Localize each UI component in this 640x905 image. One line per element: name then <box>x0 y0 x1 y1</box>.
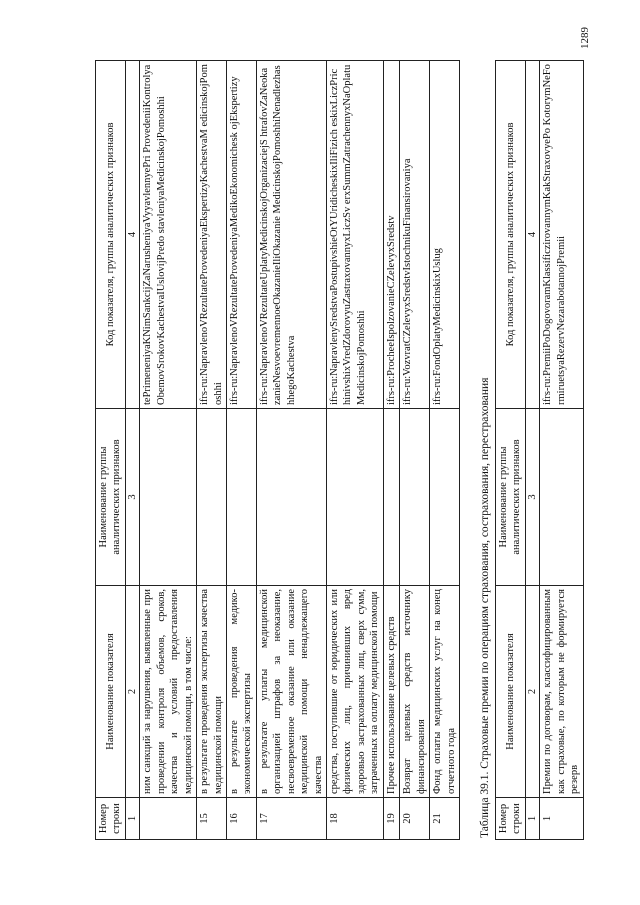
table-row <box>430 61 460 840</box>
row-number: 16 <box>226 798 256 840</box>
column-index: 1 <box>125 798 139 840</box>
column-index-row <box>125 61 139 840</box>
table-row <box>197 61 227 840</box>
indicator-name: Прочее использование целевых средств <box>383 586 399 798</box>
row-number: 17 <box>256 798 326 840</box>
table-row <box>256 61 326 840</box>
group-name <box>226 409 256 586</box>
group-name <box>540 409 583 586</box>
table-header-row <box>496 61 526 840</box>
table-header-row <box>96 61 126 840</box>
header-group-name: Наименование группы аналитических признаков <box>96 409 126 586</box>
indicator-name: ним санкций за нарушения, выявленные при проведении контроля объемов, сроков, качества и условий предоставления медицинской помощи, в том числе: <box>140 586 197 798</box>
indicators-table <box>95 60 460 840</box>
indicator-name: Премии по договорам, классифицированным как страховые, по которым не формируется резерв <box>540 586 583 798</box>
indicator-name: Возврат целевых средств источнику финансирования <box>400 586 430 798</box>
indicator-code: ifrs-ru:NapravlenoVRezultateProvedeniyaEkspertizyKachestvaM edicinskojPomoshhi <box>197 61 227 409</box>
group-name <box>400 409 430 586</box>
row-number: 19 <box>383 798 399 840</box>
indicator-code: tePrimeneniyaKNimSankcijZaNarusheniyaVyyavlennyePri ProvedeniiKontrolyaObemovSrokovKachestvaIUslovijPredo stavleniyaMedicinskojPomoshhi <box>140 61 197 409</box>
column-index: 4 <box>125 61 139 409</box>
row-number <box>140 798 197 840</box>
column-index: 4 <box>525 61 539 409</box>
indicator-name: в результате проведения экспертизы качества медицинской помощи <box>197 586 227 798</box>
table-row <box>400 61 430 840</box>
table-caption: Таблица 39.1. Страховые премии по операциям страхования, сострахования, перестрахования <box>479 377 491 838</box>
column-index: 3 <box>125 409 139 586</box>
column-index: 2 <box>125 586 139 798</box>
header-indicator-name: Наименование показателя <box>496 586 526 798</box>
header-indicator-name: Наименование показателя <box>96 586 126 798</box>
indicator-code: ifrs-ru:NapravlenoVRezultateUplatyMedicinskojOrganizaciejS htrafovZaNeokazanieNesvoevremennoeOkazanieIliOkazanie MedicinskojPomoshhiNenadlezhashhegoKachestva <box>256 61 326 409</box>
table-row <box>327 61 384 840</box>
indicator-code: ifrs-ru:NapravlenoVRezultateProvedeniyaMedikoEkonomichesk ojEkspertizy <box>226 61 256 409</box>
table-row <box>226 61 256 840</box>
group-name <box>327 409 384 586</box>
column-index-row <box>525 61 539 840</box>
group-name <box>256 409 326 586</box>
indicator-code: ifrs-ru:VozvratCZelevyxSredstvIstochnikuFinansirovaniya <box>400 61 430 409</box>
header-row-number: Номер строки <box>96 798 126 840</box>
indicator-name: средства, поступившие от юридических или физических лиц, причинивших вред здоровью застрахованных лиц, сверх сумм, затраченных на оплату медицинской помощи <box>327 586 384 798</box>
table-row <box>140 61 197 840</box>
indicator-name: Фонд оплаты медицинских услуг на конец отчетного года <box>430 586 460 798</box>
indicator-code: ifrs-ru:NapravlenySredstvaPostupivshieOtYUridicheskixIliFizich eskixLiczPrichinivshixVredZdorovyuZastraxovannyxLiczSv erxSummZatrachennyxNaOplatuMedicinskojPomoshhi <box>327 61 384 409</box>
row-number: 1 <box>540 798 583 840</box>
row-number: 18 <box>327 798 384 840</box>
column-index: 2 <box>525 586 539 798</box>
group-name <box>197 409 227 586</box>
page-number: 1289 <box>579 27 591 49</box>
group-name <box>383 409 399 586</box>
column-index: 1 <box>525 798 539 840</box>
table-row <box>540 61 583 840</box>
table-row <box>383 61 399 840</box>
group-name <box>140 409 197 586</box>
row-number: 15 <box>197 798 227 840</box>
indicator-code: ifrs-ru:PremiiPoDogovoramKlassificzirovannymKakStraxovyePo KotorymNeFormiruetsyaRezervNezarabotannojPremii <box>540 61 583 409</box>
indicator-name: в результате проведения медико-экономической экспертизы <box>226 586 256 798</box>
indicator-code: ifrs-ru:FondOplatyMedicinskixUslug <box>430 61 460 409</box>
insurance-premiums-table <box>495 60 584 840</box>
header-group-name: Наименование группы аналитических признаков <box>496 409 526 586</box>
column-index: 3 <box>525 409 539 586</box>
indicator-code: ifrs-ru:ProcheeIspolzovanieCZelevyxSredstv <box>383 61 399 409</box>
header-code: Код показателя, группы аналитических признаков <box>496 61 526 409</box>
row-number: 21 <box>430 798 460 840</box>
header-row-number: Номер строки <box>496 798 526 840</box>
row-number: 20 <box>400 798 430 840</box>
header-code: Код показателя, группы аналитических признаков <box>96 61 126 409</box>
indicator-name: в результате уплаты медицинской организацией штрафов за неоказание, несвоевременное оказание или оказание медицинской помощи ненадлежащего качества <box>256 586 326 798</box>
group-name <box>430 409 460 586</box>
